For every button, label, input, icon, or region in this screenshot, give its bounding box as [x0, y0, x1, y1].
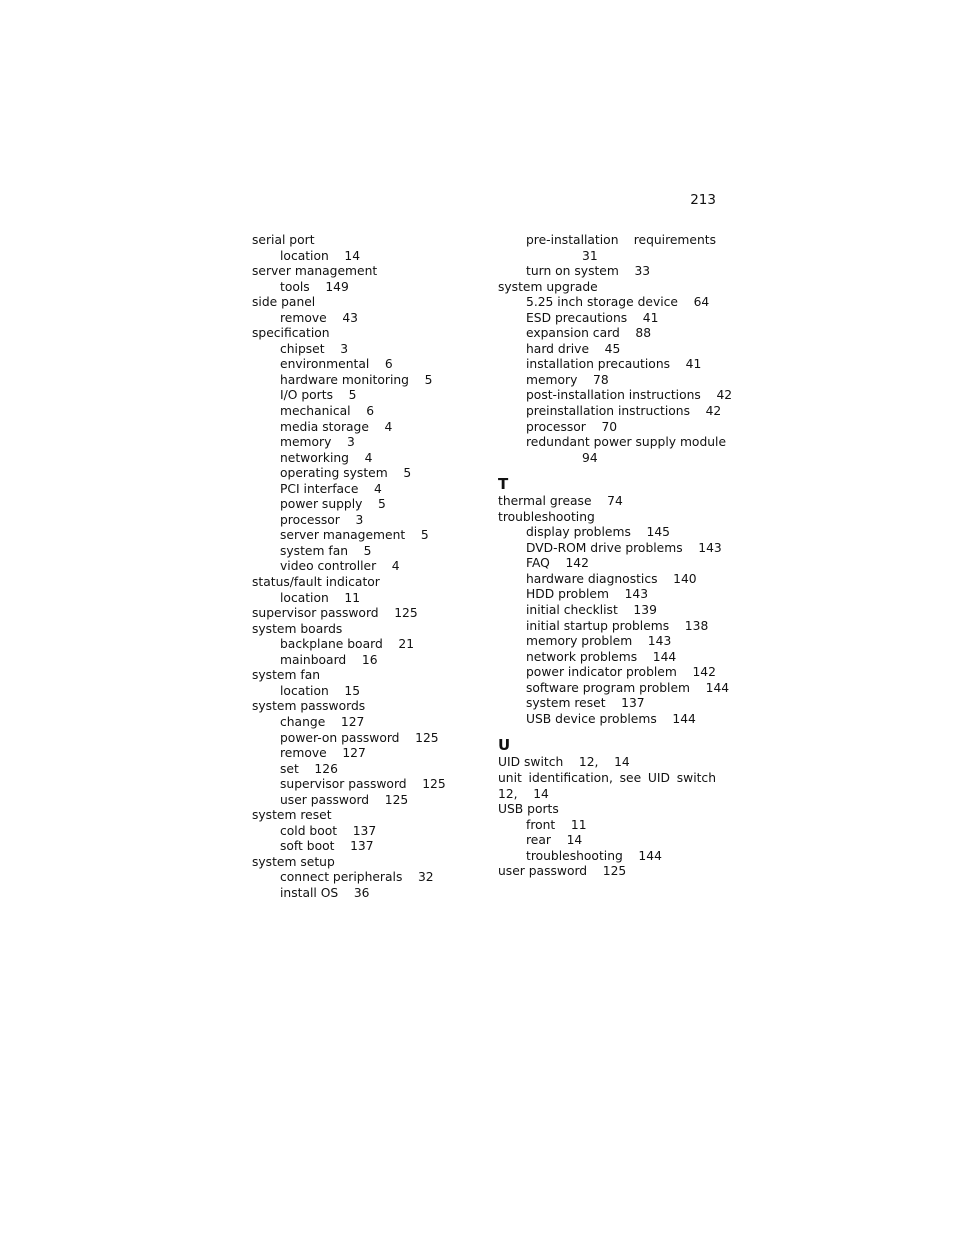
index-subentry: system fan 5	[280, 543, 372, 558]
index-subentry: connect peripherals 32	[280, 870, 434, 885]
index-subentry: I/O ports 5	[280, 388, 357, 403]
index-subentry: change 127	[280, 714, 365, 729]
index-subentry: backplane board 21	[280, 637, 415, 652]
index-subentry: initial checklist 139	[526, 603, 657, 618]
index-subentry: remove 43	[280, 310, 358, 325]
index-subentry: hard drive 45	[526, 341, 621, 356]
index-entry: user password 125	[498, 864, 627, 879]
index-subentry: display problems 145	[526, 525, 670, 540]
index-letter-heading: U	[498, 736, 511, 755]
index-subentry: networking 4	[280, 450, 373, 465]
index-subentry: power supply 5	[280, 497, 386, 512]
index-subentry: processor 70	[526, 419, 618, 434]
index-subentry: network problems 144	[526, 649, 677, 664]
index-entry: side panel	[252, 295, 316, 310]
index-subentry: front 11	[526, 817, 587, 832]
index-subentry: turn on system 33	[526, 264, 651, 279]
index-subentry: remove 127	[280, 746, 366, 761]
index-subentry: location 11	[280, 590, 361, 605]
index-subentry: DVD-ROM drive problems 143	[526, 540, 722, 555]
page-number: 213	[690, 192, 716, 208]
index-entry: system fan	[252, 668, 321, 683]
index-entry: specification	[252, 326, 330, 341]
index-subentry: cold boot 137	[280, 823, 377, 838]
index-entry: system boards	[252, 621, 343, 636]
index-subentry: memory 78	[526, 372, 609, 387]
index-entry: UID switch 12, 14	[498, 755, 630, 770]
index-subentry: post-installation instructions 42	[526, 388, 733, 403]
index-subentry: mechanical 6	[280, 404, 375, 419]
index-subentry: preinstallation instructions 42	[526, 404, 722, 419]
index-subentry: install OS 36	[280, 885, 370, 900]
index-column-right	[498, 233, 733, 880]
index-subentry: location 15	[280, 683, 361, 698]
index-subentry: mainboard 16	[280, 652, 378, 667]
index-subentry: troubleshooting 144	[526, 848, 662, 863]
index-entry-continuation: 31	[582, 248, 598, 263]
index-entry: system reset	[252, 808, 332, 823]
index-subentry: initial startup problems 138	[526, 618, 709, 633]
index-subentry: PCI interface 4	[280, 481, 382, 496]
index-subentry: hardware diagnostics 140	[526, 571, 697, 586]
index-subentry: video controller 4	[280, 559, 400, 574]
index-subentry: location 14	[280, 248, 361, 263]
index-subentry: hardware monitoring 5	[280, 372, 433, 387]
index-subentry: processor 3	[280, 512, 364, 527]
index-entry: supervisor password 125	[252, 606, 418, 621]
index-entry: unit identification, see UID switch	[498, 770, 716, 785]
index-subentry: tools 149	[280, 279, 349, 294]
index-entry: USB ports	[498, 802, 559, 817]
index-subentry: installation precautions 41	[526, 357, 702, 372]
index-subentry: 5.25 inch storage device 64	[526, 295, 710, 310]
index-subentry: server management 5	[280, 528, 429, 543]
index-subentry: rear 14	[526, 833, 583, 848]
index-subentry: operating system 5	[280, 466, 412, 481]
index-subentry: soft boot 137	[280, 839, 374, 854]
index-entry: thermal grease 74	[498, 494, 623, 509]
index-subentry: ESD precautions 41	[526, 310, 659, 325]
index-entry: server management	[252, 264, 378, 279]
index-subentry: power indicator problem 142	[526, 665, 716, 680]
index-entry: system passwords	[252, 699, 366, 714]
index-entry: system setup	[252, 854, 335, 869]
index-subentry: memory 3	[280, 435, 355, 450]
index-subentry: pre-installation requirements	[526, 233, 716, 247]
index-entry-continuation: 94	[582, 450, 598, 465]
index-subentry: FAQ 142	[526, 556, 589, 571]
index-subentry: USB device problems 144	[526, 711, 696, 726]
index-subentry: expansion card 88	[526, 326, 652, 341]
index-subentry: HDD problem 143	[526, 587, 649, 602]
index-subentry: memory problem 143	[526, 634, 672, 649]
index-subentry: software program problem 144	[526, 680, 730, 695]
index-letter-heading: T	[498, 475, 509, 494]
index-subentry: media storage 4	[280, 419, 393, 434]
index-entry: status/fault indicator	[252, 575, 380, 590]
index-subentry: power-on password 125	[280, 730, 439, 745]
index-subentry: redundant power supply module	[526, 435, 727, 450]
index-subentry: set 126	[280, 761, 338, 776]
index-entry: serial port	[252, 233, 315, 247]
index-subentry: environmental 6	[280, 357, 393, 372]
index-entry: 12, 14	[498, 786, 549, 801]
index-subentry: chipset 3	[280, 341, 349, 356]
index-entry: system upgrade	[498, 279, 598, 294]
index-subentry: system reset 137	[526, 696, 645, 711]
index-column-left	[252, 233, 457, 902]
index-entry: troubleshooting	[498, 509, 595, 524]
index-subentry: user password 125	[280, 792, 409, 807]
index-subentry: supervisor password 125	[280, 777, 446, 792]
